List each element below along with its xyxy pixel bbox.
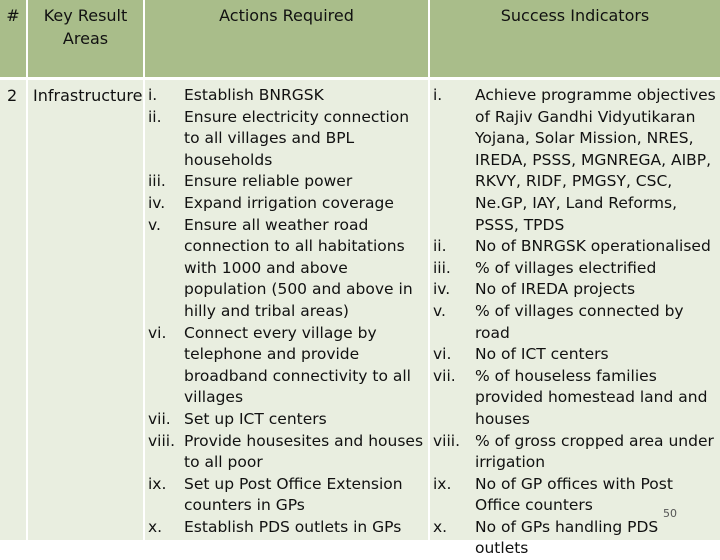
header-actions-required: Actions Required xyxy=(219,6,354,25)
action-item-marker: viii. xyxy=(148,431,176,450)
indicator-item-text: Achieve programme objectives of Rajiv Gandhi Vidyutikaran Yojana, Solar Mission, NRES, IREDA, PSSS, MGNREGA, AIBP, RKVY, RIDF, PMGSY, CSC, Ne.GP, IAY, Land Reforms, PSSS, TPDS xyxy=(475,86,716,234)
action-item-marker: i. xyxy=(148,86,158,104)
indicator-item-text: % of gross cropped area under irrigation xyxy=(475,431,714,472)
indicator-item-text: % of houseless families provided homestead land and houses xyxy=(475,366,708,428)
indicator-item-marker: vii. xyxy=(433,366,456,385)
action-item-text: Establish BNRGSK xyxy=(184,86,324,104)
key-result-area-label: Infrastructure xyxy=(33,86,143,105)
action-item-text: Expand irrigation coverage xyxy=(184,193,394,212)
column-divider-2 xyxy=(143,0,145,540)
indicator-item-text: No of ICT centers xyxy=(475,345,609,364)
action-item xyxy=(148,193,426,215)
action-item-marker: v. xyxy=(148,215,161,234)
action-item-marker: iv. xyxy=(148,193,166,212)
indicator-item xyxy=(433,431,716,474)
indicator-item-marker: v. xyxy=(433,301,446,320)
indicator-item xyxy=(433,301,716,344)
indicator-item-marker: viii. xyxy=(433,431,461,450)
indicator-item-marker: x. xyxy=(433,517,448,536)
indicator-item-text: No of IREDA projects xyxy=(475,280,636,299)
action-item-marker: ix. xyxy=(148,474,167,493)
action-item-text: Set up Post Office Extension counters in GPs xyxy=(184,474,403,515)
actions-list xyxy=(148,85,426,538)
indicator-item xyxy=(433,366,716,431)
indicator-item-text: No of BNRGSK operationalised xyxy=(475,237,711,256)
action-item xyxy=(148,409,426,431)
indicator-item xyxy=(433,344,716,366)
header-number: # xyxy=(6,6,20,25)
indicator-item-text: No of GP offices with Post Office counters xyxy=(475,474,673,515)
action-item xyxy=(148,323,426,409)
indicator-item xyxy=(433,85,716,236)
action-item-marker: x. xyxy=(148,517,163,536)
indicator-item-marker: iv. xyxy=(433,280,451,299)
column-divider-1 xyxy=(26,0,28,540)
indicator-item-marker: ii. xyxy=(433,237,447,256)
action-item-text: Establish PDS outlets in GPs xyxy=(184,517,402,536)
indicator-item xyxy=(433,517,716,560)
indicator-item-text: No of GPs handling PDS outlets xyxy=(475,517,659,558)
page-number: 50 xyxy=(663,507,677,520)
action-item xyxy=(148,107,426,172)
indicator-item xyxy=(433,236,716,258)
row-number: 2 xyxy=(7,86,18,105)
action-item-marker: ii. xyxy=(148,107,162,126)
indicator-item xyxy=(433,279,716,301)
action-item xyxy=(148,431,426,474)
action-item-text: Ensure electricity connection to all villages and BPL households xyxy=(184,107,410,169)
action-item-text: Ensure all weather road connection to all habitations with 1000 and above population (500 and above in hilly and tribal areas) xyxy=(184,215,413,320)
action-item-marker: vi. xyxy=(148,323,167,342)
indicator-item-marker: ix. xyxy=(433,474,452,493)
indicators-list xyxy=(433,85,716,560)
action-item xyxy=(148,85,426,107)
indicator-item xyxy=(433,258,716,280)
success-indicators-cell xyxy=(433,85,716,560)
action-item-text: Provide housesites and houses to all poor xyxy=(184,431,424,472)
action-item-marker: vii. xyxy=(148,409,171,428)
action-item xyxy=(148,517,426,539)
column-divider-3 xyxy=(428,0,430,540)
actions-required-cell xyxy=(148,85,426,538)
header-key-result-areas: Key Result Areas xyxy=(43,6,128,48)
action-item-text: Set up ICT centers xyxy=(184,409,327,428)
header-success-indicators: Success Indicators xyxy=(500,6,650,25)
indicator-item-marker: iii. xyxy=(433,258,451,277)
indicator-item-marker: i. xyxy=(433,86,443,104)
action-item-marker: iii. xyxy=(148,172,166,191)
action-item xyxy=(148,474,426,517)
action-item-text: Ensure reliable power xyxy=(184,172,353,191)
action-item xyxy=(148,215,426,323)
header-divider xyxy=(0,77,720,80)
action-item xyxy=(148,171,426,193)
action-item-text: Connect every village by telephone and provide broadband connectivity to all villages xyxy=(184,323,411,407)
indicator-item-marker: vi. xyxy=(433,345,452,364)
indicator-item-text: % of villages electrified xyxy=(475,258,657,277)
indicator-item-text: % of villages connected by road xyxy=(475,301,684,342)
